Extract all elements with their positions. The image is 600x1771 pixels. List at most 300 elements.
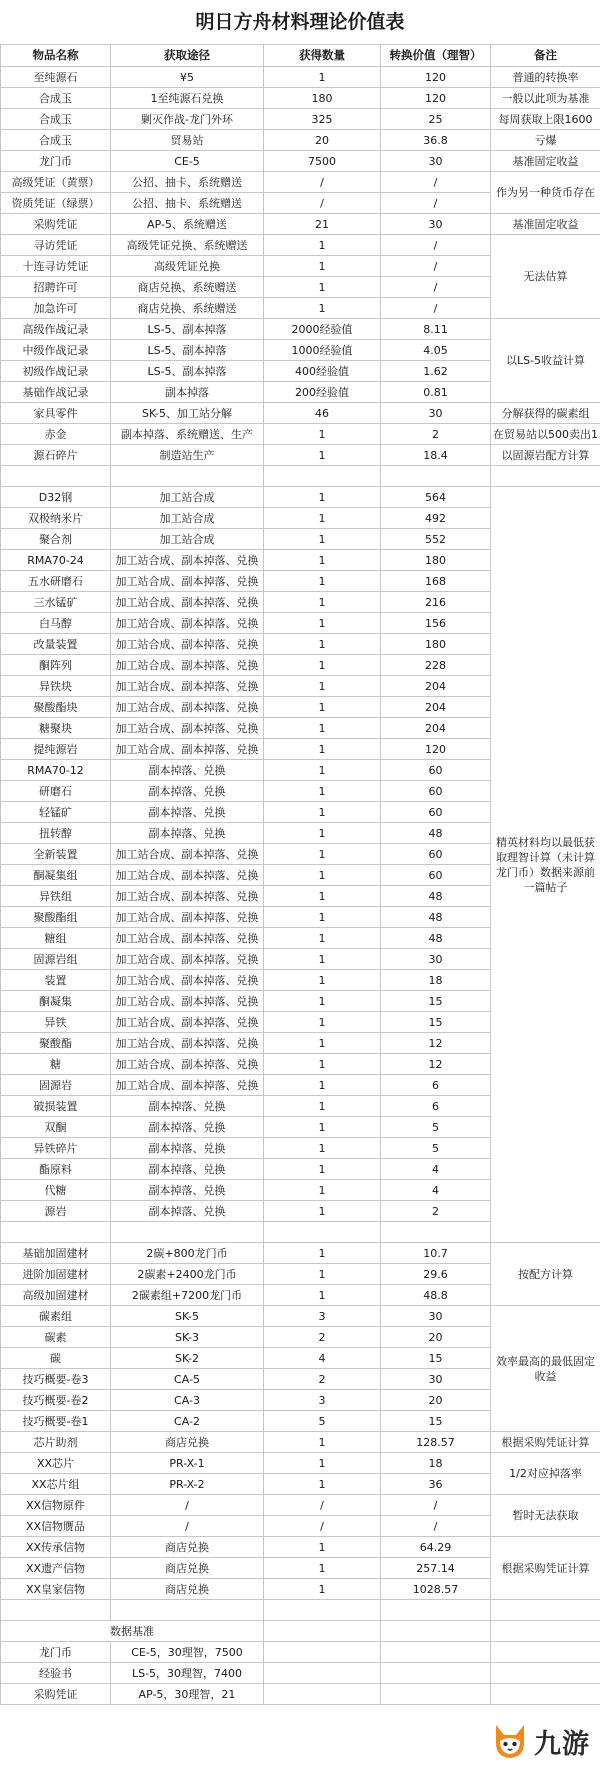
cell-value: / <box>381 235 491 256</box>
cell-value: 18.4 <box>381 445 491 466</box>
cell-quantity: 1 <box>264 445 381 466</box>
cell-source: 副本掉落、兑换 <box>111 1159 264 1180</box>
cell-source: 加工站合成、副本掉落、兑换 <box>111 949 264 970</box>
cell-value: 120 <box>381 739 491 760</box>
cell-quantity: 1 <box>264 592 381 613</box>
cell-quantity: 1 <box>264 634 381 655</box>
cell-quantity: 1 <box>264 1453 381 1474</box>
cell-value: 0.81 <box>381 382 491 403</box>
cell-item-name: 改量装置 <box>1 634 111 655</box>
empty-cell <box>381 1642 491 1663</box>
cell-source: 商店兑换 <box>111 1432 264 1453</box>
cell-source: 加工站合成 <box>111 529 264 550</box>
cell-note: 每周获取上限1600 <box>491 109 600 130</box>
cell-quantity: 1 <box>264 697 381 718</box>
cell-quantity: 4 <box>264 1348 381 1369</box>
cell-source: SK-5、加工站分解 <box>111 403 264 424</box>
cell-quantity: 1 <box>264 508 381 529</box>
cell-note: 按配方计算 <box>491 1243 600 1306</box>
header-note: 备注 <box>491 45 600 67</box>
cell-value: 60 <box>381 844 491 865</box>
page-title: 明日方舟材料理论价值表 <box>195 11 405 33</box>
cell-quantity: 1 <box>264 949 381 970</box>
cell-item-name: 合成玉 <box>1 109 111 130</box>
cell-quantity: 2 <box>264 1369 381 1390</box>
cell-note: 根据采购凭证计算 <box>491 1432 600 1453</box>
cell-note: 分解获得的碳素组 <box>491 403 600 424</box>
cell-source: 制造站生产 <box>111 445 264 466</box>
cell-quantity: 1 <box>264 1054 381 1075</box>
cell-value: 15 <box>381 1411 491 1432</box>
cell-source: 高级凭证兑换 <box>111 256 264 277</box>
cell-source: 副本掉落、兑换 <box>111 1201 264 1222</box>
cell-quantity: / <box>264 1495 381 1516</box>
cell-value: 6 <box>381 1096 491 1117</box>
cell-item-name <box>1 1222 111 1243</box>
cell-source: CA-5 <box>111 1369 264 1390</box>
cell-source: 公招、抽卡、系统赠送 <box>111 172 264 193</box>
cell-value: 15 <box>381 991 491 1012</box>
cell-source: ¥5 <box>111 67 264 88</box>
cell-value: 5 <box>381 1117 491 1138</box>
table-row <box>1 1243 600 1264</box>
cell-item-name: 轻锰矿 <box>1 802 111 823</box>
cell-quantity: 400经验值 <box>264 361 381 382</box>
basis-row <box>1 1684 600 1705</box>
cell-quantity: 1 <box>264 823 381 844</box>
header-value: 转换价值（理智） <box>381 45 491 67</box>
cell-value: 15 <box>381 1348 491 1369</box>
cell-source: 加工站合成、副本掉落、兑换 <box>111 1033 264 1054</box>
cell-source: 剿灭作战-龙门外环 <box>111 109 264 130</box>
cell-quantity: 1 <box>264 970 381 991</box>
cell-quantity: 1 <box>264 739 381 760</box>
cell-item-name: 赤金 <box>1 424 111 445</box>
cell-source: 加工站合成、副本掉落、兑换 <box>111 991 264 1012</box>
cell-value <box>381 1222 491 1243</box>
cell-item-name: XX信物原件 <box>1 1495 111 1516</box>
cell-value: 5 <box>381 1138 491 1159</box>
cell-source: 加工站合成、副本掉落、兑换 <box>111 634 264 655</box>
cell-value: 12 <box>381 1033 491 1054</box>
cell-note: 1/2对应掉落率 <box>491 1453 600 1495</box>
cell-quantity: 1 <box>264 844 381 865</box>
basis-header-row <box>1 1621 600 1642</box>
cell-source: 加工站合成、副本掉落、兑换 <box>111 1012 264 1033</box>
cell-source <box>111 1600 264 1621</box>
basis-value: CE-5，30理智，7500 <box>111 1642 264 1663</box>
cell-quantity: 21 <box>264 214 381 235</box>
cell-value: 30 <box>381 151 491 172</box>
cell-source: 加工站合成、副本掉落、兑换 <box>111 1054 264 1075</box>
cell-quantity: 1 <box>264 424 381 445</box>
cell-quantity: 3 <box>264 1306 381 1327</box>
watermark-logo <box>490 1719 594 1763</box>
cell-source: 加工站合成、副本掉落、兑换 <box>111 865 264 886</box>
table-row <box>1 1495 600 1516</box>
table-row <box>1 235 600 256</box>
cell-source: 加工站合成、副本掉落、兑换 <box>111 844 264 865</box>
cell-source: 副本掉落、兑换 <box>111 1180 264 1201</box>
cell-source: SK-3 <box>111 1327 264 1348</box>
cell-quantity: 7500 <box>264 151 381 172</box>
table-body <box>1 67 600 1705</box>
cell-value: 128.57 <box>381 1432 491 1453</box>
cell-item-name: 酮凝集组 <box>1 865 111 886</box>
cell-item-name: 技巧概要-卷3 <box>1 1369 111 1390</box>
cell-item-name: 酮凝集 <box>1 991 111 1012</box>
cell-item-name: RMA70-12 <box>1 760 111 781</box>
cell-value: / <box>381 277 491 298</box>
cell-quantity: 1 <box>264 529 381 550</box>
cell-quantity: 1 <box>264 1159 381 1180</box>
cell-source: 商店兑换 <box>111 1558 264 1579</box>
cell-note: 以LS-5收益计算 <box>491 319 600 403</box>
cell-value: 120 <box>381 67 491 88</box>
cell-value: 10.7 <box>381 1243 491 1264</box>
cell-quantity: / <box>264 1516 381 1537</box>
cell-item-name: 基础作战记录 <box>1 382 111 403</box>
cell-item-name: 三水锰矿 <box>1 592 111 613</box>
cell-quantity: 1 <box>264 1096 381 1117</box>
table-row <box>1 403 600 424</box>
cell-item-name: 聚合剂 <box>1 529 111 550</box>
cell-source: 副本掉落、兑换 <box>111 781 264 802</box>
cell-note <box>491 1600 600 1621</box>
cell-quantity: 1 <box>264 613 381 634</box>
cell-value <box>381 1600 491 1621</box>
header-item-name: 物品名称 <box>1 45 111 67</box>
cell-value: 48 <box>381 823 491 844</box>
cell-value: 36 <box>381 1474 491 1495</box>
cell-source: 加工站合成、副本掉落、兑换 <box>111 1075 264 1096</box>
cell-item-name: XX芯片组 <box>1 1474 111 1495</box>
cell-source: 商店兑换、系统赠送 <box>111 277 264 298</box>
cell-item-name: 酮阵列 <box>1 655 111 676</box>
header-quantity: 获得数量 <box>264 45 381 67</box>
cell-item-name: XX遗产信物 <box>1 1558 111 1579</box>
cell-source: LS-5、副本掉落 <box>111 361 264 382</box>
cell-quantity: 3 <box>264 1390 381 1411</box>
cell-quantity: 1 <box>264 865 381 886</box>
cell-item-name: 资质凭证（绿票） <box>1 193 111 214</box>
empty-cell <box>264 1684 381 1705</box>
cell-item-name: D32钢 <box>1 487 111 508</box>
cell-value: 6 <box>381 1075 491 1096</box>
cell-value: 492 <box>381 508 491 529</box>
cell-quantity: 1 <box>264 1075 381 1096</box>
cell-item-name: 聚酸酯 <box>1 1033 111 1054</box>
cell-quantity: 180 <box>264 88 381 109</box>
cell-quantity: 1 <box>264 277 381 298</box>
cell-quantity <box>264 1600 381 1621</box>
cell-quantity: 1 <box>264 1432 381 1453</box>
cell-value: 36.8 <box>381 130 491 151</box>
basis-name: 采购凭证 <box>1 1684 111 1705</box>
cell-value: 1.62 <box>381 361 491 382</box>
cell-item-name: 破损装置 <box>1 1096 111 1117</box>
cell-source: 加工站合成、副本掉落、兑换 <box>111 655 264 676</box>
cell-source: 加工站合成 <box>111 487 264 508</box>
basis-value: AP-5，30理智，21 <box>111 1684 264 1705</box>
cell-note: 基准固定收益 <box>491 214 600 235</box>
basis-row <box>1 1663 600 1684</box>
cell-note <box>491 466 600 487</box>
cell-quantity: 1 <box>264 67 381 88</box>
cell-item-name: 提纯源岩 <box>1 739 111 760</box>
cell-item-name: 碳素 <box>1 1327 111 1348</box>
cell-item-name: 聚酸酯块 <box>1 697 111 718</box>
fox-logo-icon <box>490 1721 530 1761</box>
cell-note: 无法估算 <box>491 235 600 319</box>
table-row <box>1 130 600 151</box>
cell-item-name: 十连寻访凭证 <box>1 256 111 277</box>
cell-item-name: 源岩 <box>1 1201 111 1222</box>
cell-value: 204 <box>381 676 491 697</box>
cell-note: 基准固定收益 <box>491 151 600 172</box>
cell-quantity: 2000经验值 <box>264 319 381 340</box>
cell-quantity: 1 <box>264 802 381 823</box>
table-row <box>1 1306 600 1327</box>
cell-quantity: 1 <box>264 571 381 592</box>
cell-item-name: 代糖 <box>1 1180 111 1201</box>
table-row <box>1 1600 600 1621</box>
cell-item-name: 全新装置 <box>1 844 111 865</box>
cell-source: 加工站合成、副本掉落、兑换 <box>111 928 264 949</box>
basis-value: LS-5，30理智，7400 <box>111 1663 264 1684</box>
cell-quantity: 1 <box>264 886 381 907</box>
cell-item-name: 加急许可 <box>1 298 111 319</box>
cell-value: / <box>381 1516 491 1537</box>
cell-item-name: RMA70-24 <box>1 550 111 571</box>
value-table <box>0 44 600 1705</box>
cell-note: 作为另一种货币存在 <box>491 172 600 214</box>
table-row <box>1 214 600 235</box>
cell-value: / <box>381 193 491 214</box>
cell-source: CA-2 <box>111 1411 264 1432</box>
cell-value: / <box>381 1495 491 1516</box>
cell-source: 贸易站 <box>111 130 264 151</box>
cell-quantity: 1 <box>264 256 381 277</box>
cell-item-name: 初级作战记录 <box>1 361 111 382</box>
cell-source: 加工站合成 <box>111 508 264 529</box>
cell-source: CA-3 <box>111 1390 264 1411</box>
cell-note: 在贸易站以500卖出1 <box>491 424 600 445</box>
cell-quantity: 1 <box>264 1558 381 1579</box>
cell-item-name: 白马醇 <box>1 613 111 634</box>
table-row <box>1 172 600 193</box>
cell-item-name: 基础加固建材 <box>1 1243 111 1264</box>
cell-note: 暂时无法获取 <box>491 1495 600 1537</box>
cell-value: 216 <box>381 592 491 613</box>
cell-item-name: 高级作战记录 <box>1 319 111 340</box>
cell-value: 168 <box>381 571 491 592</box>
cell-source: 商店兑换、系统赠送 <box>111 298 264 319</box>
cell-item-name: 扭转醇 <box>1 823 111 844</box>
cell-value: 2 <box>381 1201 491 1222</box>
empty-cell <box>491 1642 600 1663</box>
cell-quantity <box>264 466 381 487</box>
cell-quantity: 1 <box>264 1201 381 1222</box>
cell-value: 48.8 <box>381 1285 491 1306</box>
cell-source: 1至纯源石兑换 <box>111 88 264 109</box>
cell-item-name <box>1 466 111 487</box>
cell-note: 根据采购凭证计算 <box>491 1537 600 1600</box>
cell-item-name: 异铁块 <box>1 676 111 697</box>
cell-source: 副本掉落、兑换 <box>111 760 264 781</box>
cell-source: 副本掉落、兑换 <box>111 823 264 844</box>
cell-source: PR-X-1 <box>111 1453 264 1474</box>
cell-source: 商店兑换 <box>111 1579 264 1600</box>
cell-item-name: 聚酸酯组 <box>1 907 111 928</box>
table-row <box>1 487 600 508</box>
cell-item-name: 碳素组 <box>1 1306 111 1327</box>
cell-value: 120 <box>381 88 491 109</box>
cell-value: 204 <box>381 718 491 739</box>
cell-item-name: 采购凭证 <box>1 214 111 235</box>
table-row <box>1 1453 600 1474</box>
cell-quantity: 1 <box>264 718 381 739</box>
cell-quantity: 325 <box>264 109 381 130</box>
cell-source: PR-X-2 <box>111 1474 264 1495</box>
cell-source <box>111 1222 264 1243</box>
table-row <box>1 424 600 445</box>
cell-quantity: 1 <box>264 655 381 676</box>
cell-note: 精英材料均以最低获取理智计算（未计算龙门币）数据来源前一篇帖子 <box>491 487 600 1243</box>
cell-item-name: 装置 <box>1 970 111 991</box>
cell-item-name: 异铁碎片 <box>1 1138 111 1159</box>
cell-note: 亏爆 <box>491 130 600 151</box>
cell-source: SK-2 <box>111 1348 264 1369</box>
cell-value: 30 <box>381 949 491 970</box>
cell-quantity: 1 <box>264 1474 381 1495</box>
cell-source: AP-5、系统赠送 <box>111 214 264 235</box>
cell-value: 552 <box>381 529 491 550</box>
cell-item-name: 技巧概要-卷2 <box>1 1390 111 1411</box>
cell-value: 180 <box>381 550 491 571</box>
cell-item-name: 合成玉 <box>1 88 111 109</box>
cell-note: 一般以此项为基准 <box>491 88 600 109</box>
cell-quantity: 2 <box>264 1327 381 1348</box>
cell-quantity: 1 <box>264 928 381 949</box>
cell-value: 48 <box>381 907 491 928</box>
cell-quantity: / <box>264 172 381 193</box>
cell-value: 180 <box>381 634 491 655</box>
cell-item-name: 至纯源石 <box>1 67 111 88</box>
cell-value: 15 <box>381 1012 491 1033</box>
table-row <box>1 151 600 172</box>
cell-value: 8.11 <box>381 319 491 340</box>
cell-value: 25 <box>381 109 491 130</box>
cell-source: 加工站合成、副本掉落、兑换 <box>111 718 264 739</box>
cell-value: / <box>381 256 491 277</box>
cell-source: 副本掉落、兑换 <box>111 1117 264 1138</box>
table-row <box>1 67 600 88</box>
empty-cell <box>491 1663 600 1684</box>
cell-quantity: 1 <box>264 1285 381 1306</box>
cell-source: CE-5 <box>111 151 264 172</box>
cell-value: 228 <box>381 655 491 676</box>
cell-quantity: 1 <box>264 1138 381 1159</box>
cell-source: 副本掉落、系统赠送、生产 <box>111 424 264 445</box>
cell-note: 普通的转换率 <box>491 67 600 88</box>
cell-item-name: 高级加固建材 <box>1 1285 111 1306</box>
header-source: 获取途径 <box>111 45 264 67</box>
cell-value: 30 <box>381 214 491 235</box>
cell-quantity: 46 <box>264 403 381 424</box>
cell-quantity: 1 <box>264 991 381 1012</box>
cell-source: 2碳+800龙门币 <box>111 1243 264 1264</box>
cell-note: 以固源岩配方计算 <box>491 445 600 466</box>
cell-value: 60 <box>381 865 491 886</box>
table-row <box>1 466 600 487</box>
cell-quantity: 200经验值 <box>264 382 381 403</box>
cell-item-name: 高级凭证（黄票） <box>1 172 111 193</box>
cell-quantity: 1 <box>264 1117 381 1138</box>
table-header-row <box>1 45 600 67</box>
cell-value: 30 <box>381 1306 491 1327</box>
cell-item-name: 糖聚块 <box>1 718 111 739</box>
cell-quantity: 1000经验值 <box>264 340 381 361</box>
cell-source: 加工站合成、副本掉落、兑换 <box>111 739 264 760</box>
empty-cell <box>264 1663 381 1684</box>
empty-cell <box>381 1663 491 1684</box>
cell-source: 加工站合成、副本掉落、兑换 <box>111 592 264 613</box>
cell-value: 30 <box>381 403 491 424</box>
cell-quantity: 1 <box>264 760 381 781</box>
cell-value: 60 <box>381 781 491 802</box>
cell-quantity: 20 <box>264 130 381 151</box>
cell-item-name: 技巧概要-卷1 <box>1 1411 111 1432</box>
cell-value: 60 <box>381 802 491 823</box>
cell-source: 副本掉落 <box>111 382 264 403</box>
cell-source: 加工站合成、副本掉落、兑换 <box>111 970 264 991</box>
cell-quantity: 1 <box>264 676 381 697</box>
cell-source: 副本掉落、兑换 <box>111 1096 264 1117</box>
cell-quantity: 1 <box>264 1579 381 1600</box>
cell-source: 加工站合成、副本掉落、兑换 <box>111 697 264 718</box>
cell-source: 加工站合成、副本掉落、兑换 <box>111 613 264 634</box>
cell-quantity: / <box>264 193 381 214</box>
cell-source: 加工站合成、副本掉落、兑换 <box>111 676 264 697</box>
cell-quantity: 1 <box>264 1537 381 1558</box>
cell-value: 1028.57 <box>381 1579 491 1600</box>
cell-source: 加工站合成、副本掉落、兑换 <box>111 571 264 592</box>
cell-item-name: XX皇家信物 <box>1 1579 111 1600</box>
cell-value: 30 <box>381 1369 491 1390</box>
cell-quantity: 1 <box>264 1180 381 1201</box>
cell-item-name: 糖 <box>1 1054 111 1075</box>
table-row <box>1 1537 600 1558</box>
table-row <box>1 88 600 109</box>
cell-quantity: 1 <box>264 1243 381 1264</box>
cell-item-name: 进阶加固建材 <box>1 1264 111 1285</box>
basis-name: 龙门币 <box>1 1642 111 1663</box>
cell-item-name: 合成玉 <box>1 130 111 151</box>
basis-name: 经验书 <box>1 1663 111 1684</box>
cell-item-name: XX芯片 <box>1 1453 111 1474</box>
cell-value: 20 <box>381 1390 491 1411</box>
cell-source: SK-5 <box>111 1306 264 1327</box>
cell-source <box>111 466 264 487</box>
cell-source: LS-5、副本掉落 <box>111 340 264 361</box>
cell-value: 4.05 <box>381 340 491 361</box>
cell-source: 2碳素组+7200龙门币 <box>111 1285 264 1306</box>
cell-item-name: 寻访凭证 <box>1 235 111 256</box>
cell-source: 2碳素+2400龙门币 <box>111 1264 264 1285</box>
cell-note: 效率最高的最低固定收益 <box>491 1306 600 1432</box>
cell-value: 564 <box>381 487 491 508</box>
